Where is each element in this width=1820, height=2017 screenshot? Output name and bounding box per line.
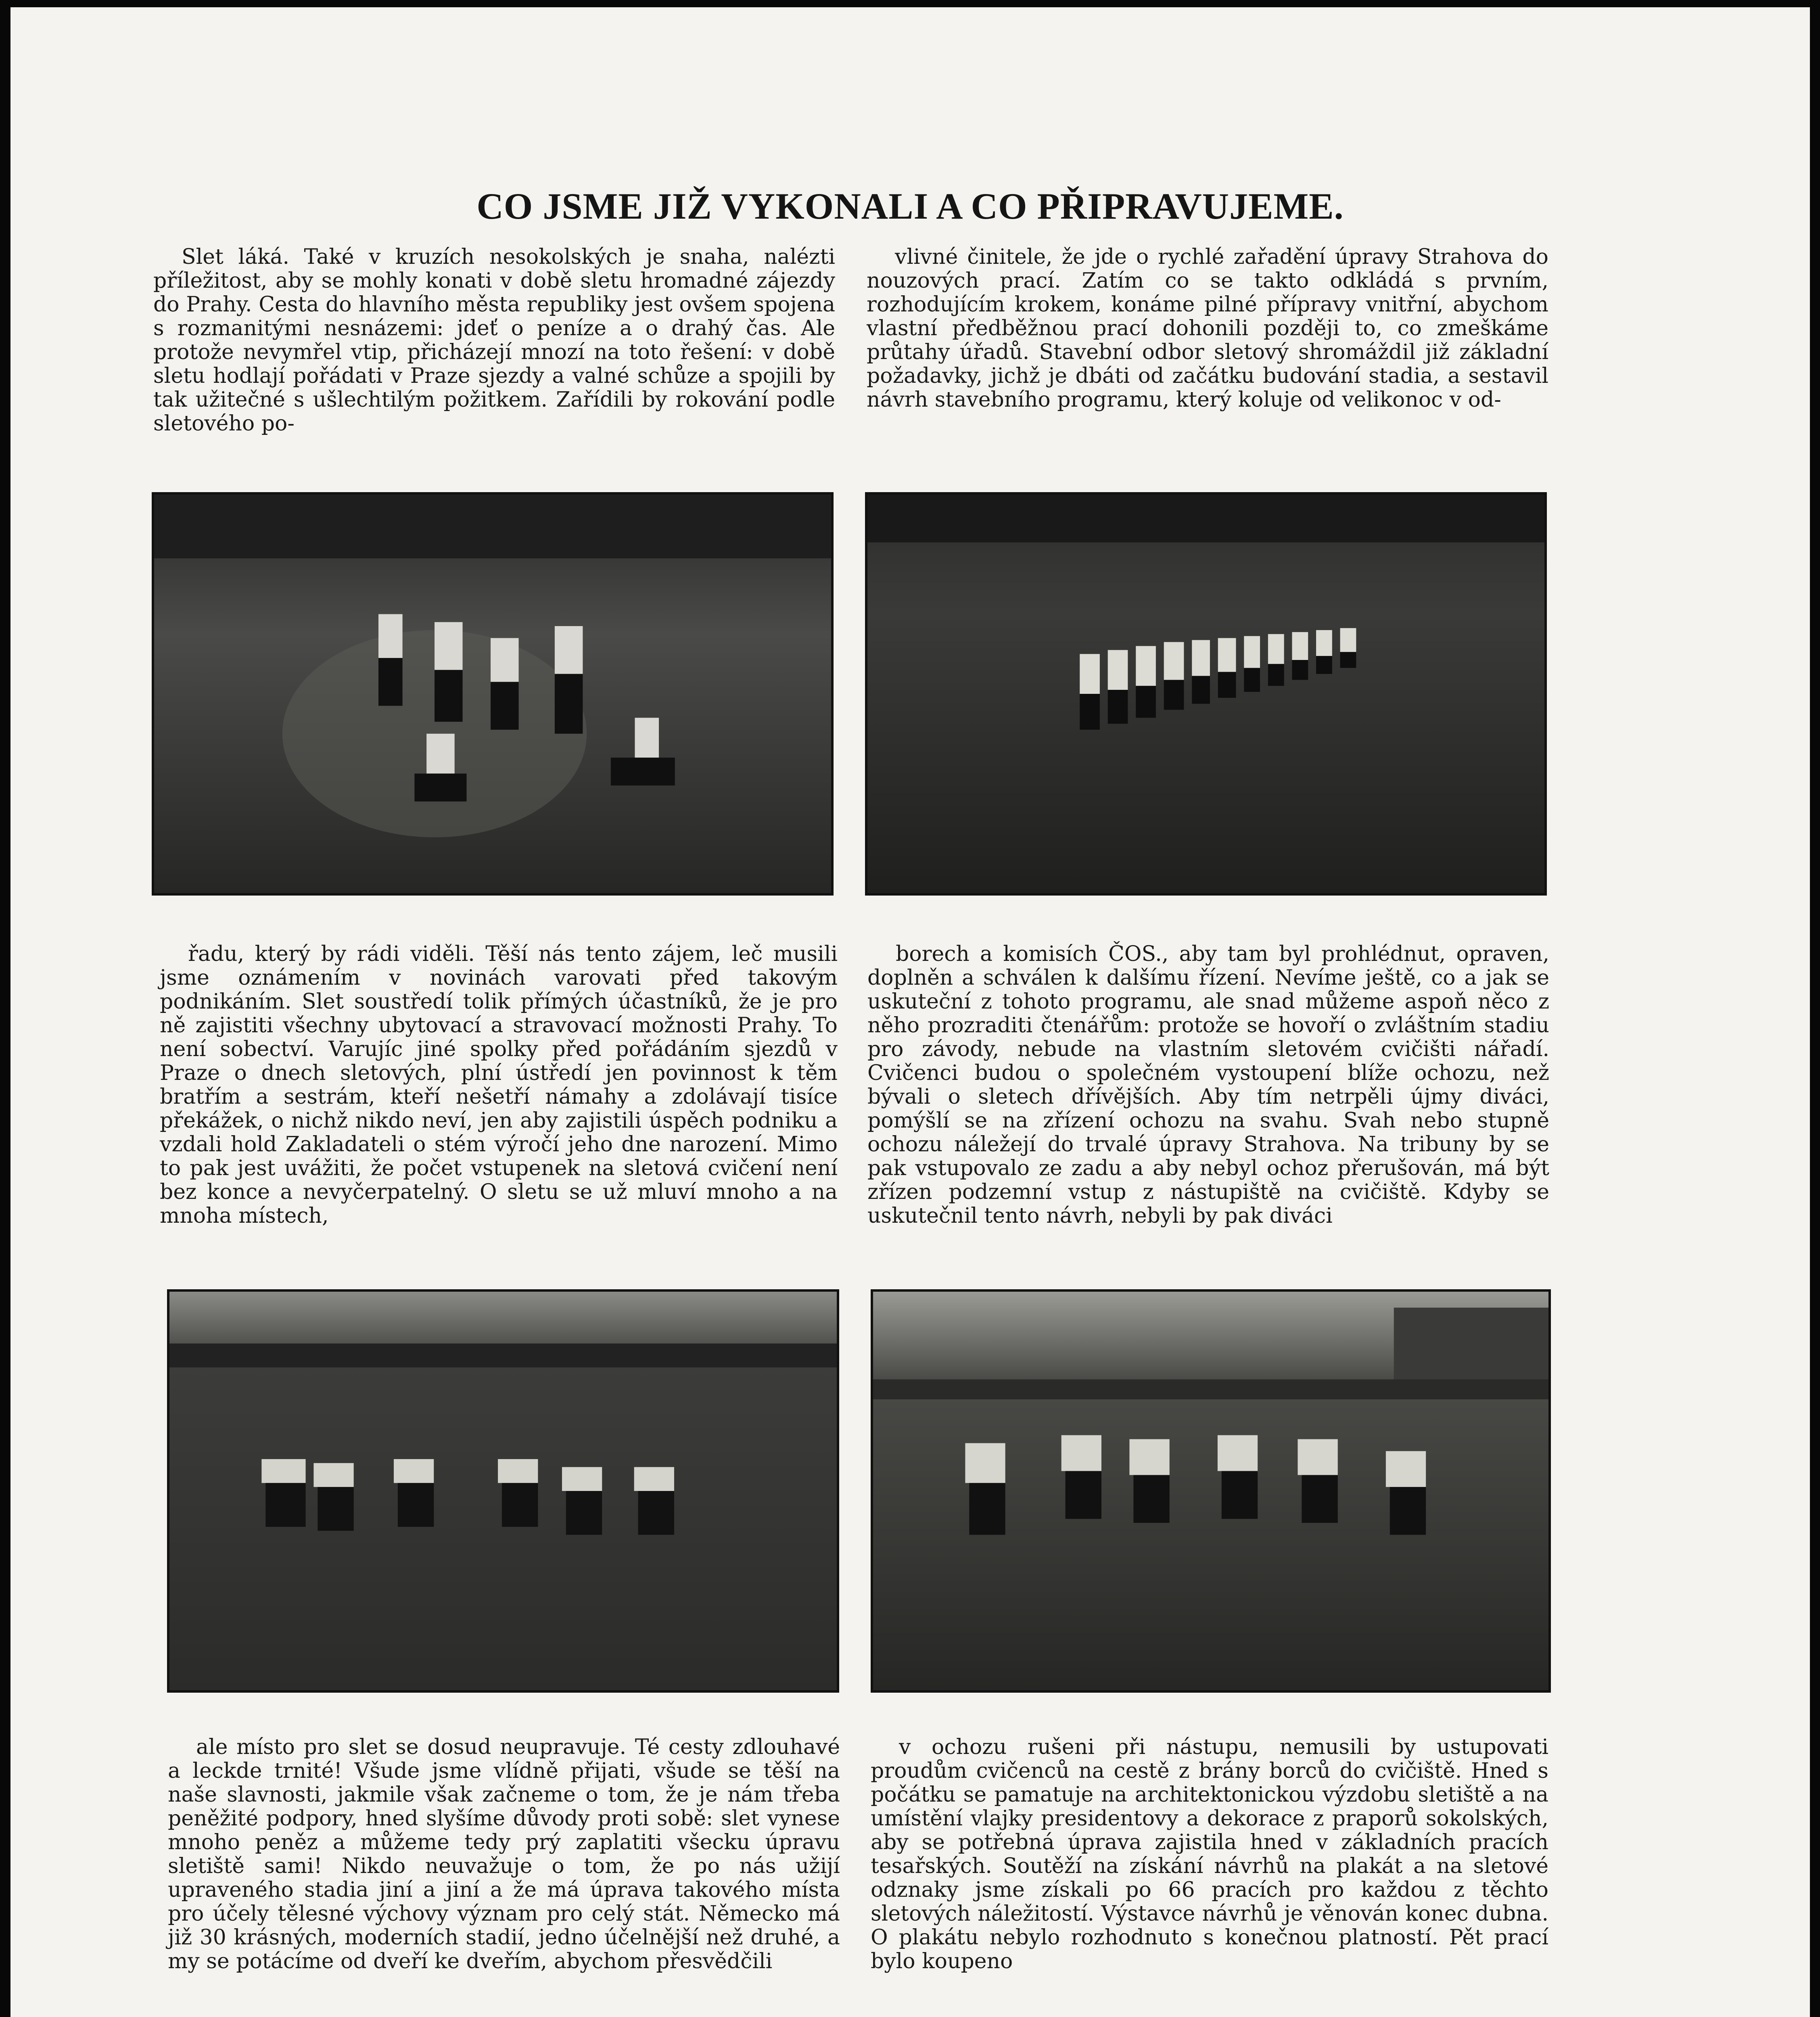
photo-girls-side-bend [871, 1289, 1551, 1693]
text-block-3: řadu, který by rádi viděli. Těší nás tento zájem, leč musili jsme oznámením v novinách varovati před takovým podnikáním. Slet soustředí tolik přímých účastníků, že je pro ně zajistiti všechny ubytovací a stravovací možnosti Prahy. To není sobectví. Varujíc jiné spolky před pořádáním sjezdů v Praze o dnech sletových, plní ústředí jen povinnost k těm bratřím a sestrám, kteří nešetří námahy a zdolávají tisíce překážek, o nichž nikdo neví, jen aby zajistili úspěch podniku a vzdali hold Zakladateli o stém výročí jeho dne narození. Mimo to pak jest uvážiti, že počet vstupenek na sletová cvičení není bez konce a nevyčerpatelný. O sletu se už mluví mnoho a na mnoha místech, [160, 942, 838, 1228]
photo-children-group [152, 492, 834, 896]
article-title: CO JSME JIŽ VYKONALI A CO PŘIPRAVUJEME. [476, 186, 1344, 227]
photo-girls-bending-circle [167, 1289, 839, 1693]
text-block-2: vlivné činitele, že jde o rychlé zařadění úpravy Strahova do nouzových prací. Zatím co se takto odkládá s prvním, rozhodujícím krokem, konáme pilné přípravy vnitřní, abychom vlastní předběžnou prací dohonili později to, co zmeškáme průtahy úřadů. Stavební odbor sletový shromáždil již základní požadavky, jichž je dbáti od začátku budování stadia, a sestavil návrh stavebního programu, který koluje od velikonoc v od- [867, 245, 1548, 412]
text-block-5: ale místo pro slet se dosud neupravuje. Té cesty zdlouhavé a leckde trnité! Všude jsme vlídně přijati, všude se těší na naše slavnosti, jakmile však začneme o tom, že je nám třeba peněžité podpory, hned slyšíme důvody proti sobě: slet vynese mnoho peněz a můžeme tedy prý zaplatiti všecku úpravu sletiště sami! Nikdo neuvažuje o tom, že po nás užijí upraveného stadia jiní a jiní a že má úprava takového místa pro účely tělesné výchovy význam pro celý stát. Německo má již 30 krásných, moderních stadií, jedno účelnější než druhé, a my se potácíme od dveří ke dveřím, abychom přesvědčili [168, 1735, 840, 1973]
photo-girls-in-line [865, 492, 1547, 896]
text-block-4: borech a komisích ČOS., aby tam byl prohlédnut, opraven, doplněn a schválen k dalšímu řízení. Nevíme ještě, co a jak se uskuteční z tohoto programu, ale snad můžeme aspoň něco z něho prozraditi čtenářům: protože se hovoří o zvláštním stadiu pro závody, nebude na vlastním sletovém cvičišti nářadí. Cvičenci budou o společném vystoupení blíže ochozu, než bývali o sletech dřívějších. Aby tím netrpěli újmy diváci, pomýšlí se na zřízení ochozu na svahu. Svah nebo stupně ochozu náležejí do trvalé úpravy Strahova. Na tribuny by se pak vstupovalo ze zadu a aby nebyl ochoz přerušován, má být zřízen podzemní vstup z nástupiště na cvičiště. Kdyby se uskutečnil tento návrh, nebyli by pak diváci [867, 942, 1549, 1228]
text-block-6: v ochozu rušeni při nástupu, nemusili by ustupovati proudům cvičenců na cestě z brány borců do cvičiště. Hned s počátku se pamatuje na architektonickou výzdobu sletiště a na umístění vlajky presidentovy a dekorace z praporů sokolských, aby se potřebná úprava zajistila hned v základních pracích tesařských. Soutěží na získání návrhů na plakát a na sletové odznaky jsme získali po 66 pracích pro každou z těchto sletových náležitostí. Výstavce návrhů je věnován konec dubna. O plakátu nebylo rozhodnuto s konečnou platností. Pět prací bylo koupeno [871, 1735, 1548, 1973]
magazine-page [10, 7, 1810, 2017]
text-block-1: Slet láká. Také v kruzích nesokolských je snaha, nalézti příležitost, aby se mohly konati v době sletu hromadné zájezdy do Prahy. Cesta do hlavního města republiky jest ovšem spojena s rozmanitými nesnázemi: jdeť o peníze a o drahý čas. Ale protože nevymřel vtip, přicházejí mnozí na toto řešení: v době sletu hodlají pořádati v Praze sjezdy a valné schůze a spojili by tak užitečné s ušlechtilým požitkem. Zařídili by rokování podle sletového po- [153, 245, 835, 436]
